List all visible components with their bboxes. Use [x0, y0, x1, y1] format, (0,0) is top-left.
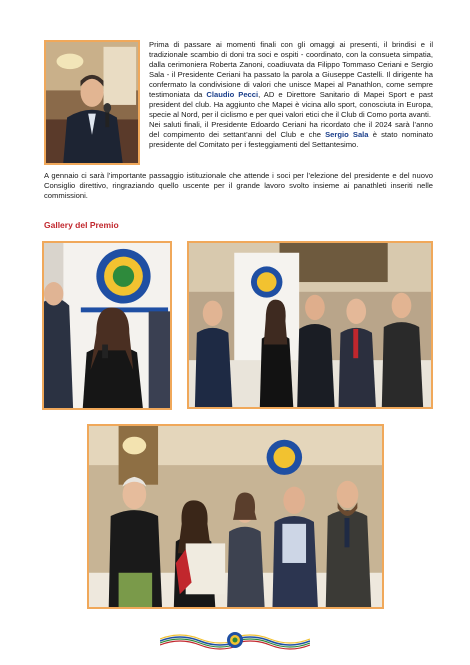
highlight-name-sala: Sergio Sala [325, 130, 369, 139]
footer-logo [160, 629, 310, 651]
para2-text-end: è stato nominato presidente del Comitato per i festeggiamenti del Settantesimo. [149, 130, 433, 149]
gallery-heading: Gallery del Premio [44, 220, 119, 230]
para2-text: Nei saluti finali, il Presidente Edoardo Ceriani ha ricordato che il 2024 sarà l’anno del compimento dei settant’anni del Club e che [149, 120, 433, 139]
para1-text: Prima di passare ai momenti finali con gli omaggi ai presenti, il brindisi e il tradizionale scambio di doni tra soci e ospiti - coordinato, con la consueta simpatia, dalla cerimoniera Roberta Zanoni, coadiuvata da Filippo Tommaso Ceriani e Sergio Sala - il Presidente Ceriani ha passato la parola a Giuseppe Castelli. Il dirigente ha confermato la condivisione di valori che unisce Mapei al Panathlon, come sempre testimoniata da [149, 40, 433, 99]
highlight-name-pecci: Claudio Pecci [206, 90, 259, 99]
article-paragraph-1 [149, 40, 433, 150]
article-paragraph-3: A gennaio ci sarà l’importante passaggio istituzionale che attende i soci per l’elezione del presidente e del nuovo Consiglio direttivo, ringraziando quello uscente per il grande lavoro svolto insieme ai panathleti inseriti nelle commissioni. [44, 171, 433, 200]
gallery-photo-3 [87, 424, 384, 609]
para1-text-end: , AD e Direttore Sanitario di Mapei Sport e past president del club. Ha aggiunto che Mapei è vicina allo sport, conosciuta in Europa, specie al Nord, per il ciclismo e per quei valori etici che il Club di Como porta avanti. [149, 90, 434, 119]
speaker-photo [44, 40, 140, 165]
gallery-photo-1 [42, 241, 172, 410]
gallery-photo-2 [187, 241, 433, 409]
